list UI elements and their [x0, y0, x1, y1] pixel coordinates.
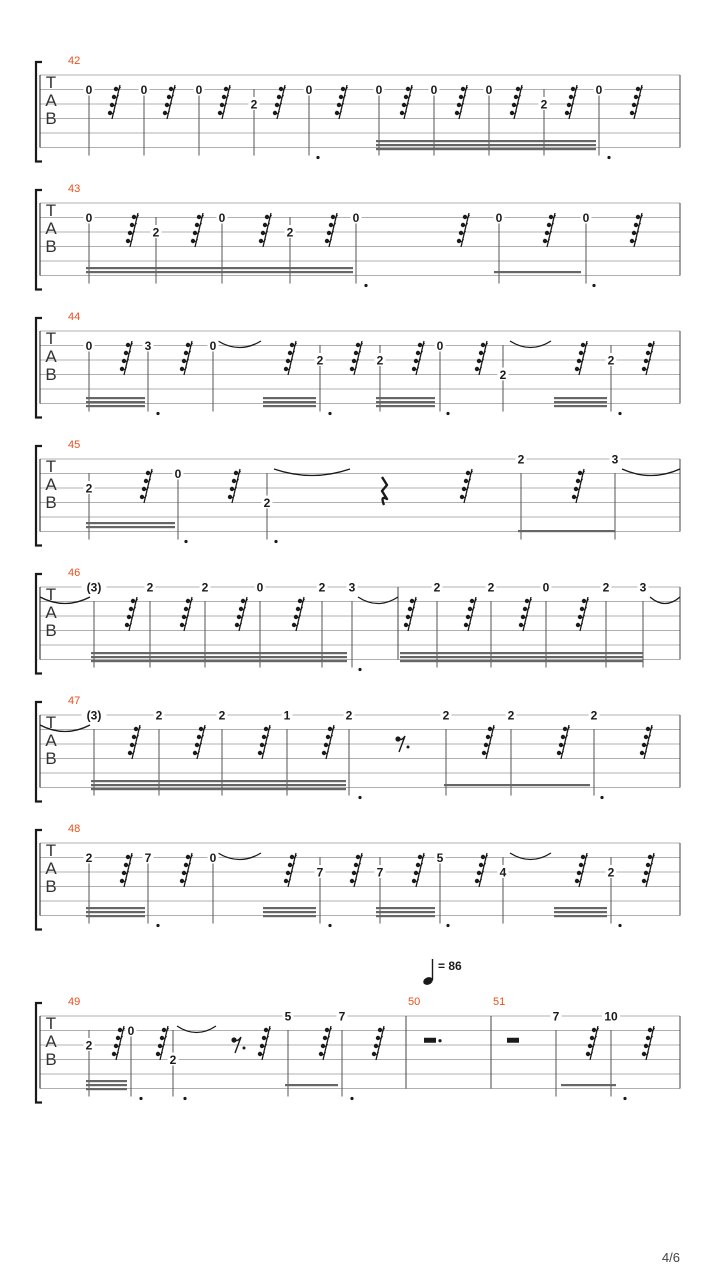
- fret-number: (3): [86, 708, 102, 723]
- fret-number: 2: [607, 353, 615, 368]
- rhythm-dot: [139, 1097, 142, 1100]
- sixty-fourth-rest-icon: [475, 853, 488, 887]
- fret-number: 2: [263, 496, 271, 510]
- system-bracket: [36, 446, 42, 546]
- rhythm-dot: [328, 924, 331, 927]
- beam: [86, 405, 145, 407]
- fret-number: 0: [209, 339, 217, 353]
- sixty-fourth-rest-icon: [630, 213, 643, 247]
- sixty-fourth-rest-icon: [519, 597, 532, 631]
- sixty-fourth-rest-icon: [128, 725, 141, 759]
- fret-number: 0: [430, 83, 438, 97]
- tie-arc: [218, 853, 261, 860]
- sixty-fourth-rest-icon: [464, 597, 477, 631]
- sixty-fourth-rest-icon: [482, 725, 495, 759]
- fret-number: 3: [611, 452, 619, 467]
- fret-number: 0: [85, 211, 93, 225]
- sixty-fourth-rest-icon: [322, 725, 335, 759]
- fret-number: 1: [283, 708, 291, 723]
- tab-system: [36, 55, 680, 162]
- fret-number: 2: [286, 225, 294, 240]
- tempo-value: = 86: [438, 959, 462, 973]
- beam: [285, 1084, 338, 1086]
- sixty-fourth-rest-icon: [228, 469, 241, 503]
- beam: [376, 915, 435, 917]
- beam: [263, 907, 316, 909]
- tab-clef-letter: B: [45, 877, 57, 896]
- fret-number: 7: [376, 865, 384, 880]
- sixty-fourth-rest-icon: [630, 85, 643, 119]
- sixty-fourth-rest-icon: [258, 725, 271, 759]
- fret-number: 2: [517, 452, 525, 467]
- fret-number: 2: [318, 580, 326, 595]
- beam: [263, 405, 316, 407]
- fret-number: 10: [604, 1009, 618, 1024]
- rhythm-dot: [156, 924, 159, 927]
- beam: [400, 660, 643, 662]
- measure-number: 43: [68, 183, 81, 195]
- tab-system: [36, 439, 680, 546]
- rhythm-dot: [328, 412, 331, 415]
- fret-number: (3): [86, 580, 102, 595]
- tab-clef: [45, 841, 57, 896]
- system-bracket: [36, 318, 42, 418]
- tab-clef: [45, 201, 57, 256]
- beam: [494, 271, 581, 273]
- beam: [86, 522, 175, 524]
- beam: [86, 271, 353, 273]
- tab-clef-letter: B: [45, 237, 57, 256]
- fret-number: 0: [542, 580, 550, 595]
- tab-clef-letter: B: [45, 493, 57, 512]
- beam: [263, 397, 316, 399]
- fret-number: 2: [152, 225, 160, 240]
- rhythm-dot: [358, 668, 361, 671]
- beam: [86, 1088, 127, 1090]
- sixty-fourth-rest-icon: [372, 1026, 385, 1060]
- beam: [86, 526, 175, 528]
- sixty-fourth-rest-icon: [457, 213, 470, 247]
- sixty-fourth-rest-icon: [640, 725, 653, 759]
- beam: [376, 401, 435, 403]
- fret-number: 2: [345, 708, 353, 723]
- beam: [86, 907, 145, 909]
- fret-number: 0: [195, 83, 203, 97]
- sixty-fourth-rest-icon: [258, 1026, 271, 1060]
- beam: [554, 397, 607, 399]
- fret-number: 2: [602, 580, 610, 595]
- fret-number: 2: [85, 851, 93, 865]
- sixty-fourth-rest-icon: [335, 85, 348, 119]
- beam: [263, 915, 316, 917]
- sixty-fourth-rest-icon: [510, 85, 523, 119]
- sixty-fourth-rest-icon: [350, 341, 363, 375]
- rhythm-dot: [618, 412, 621, 415]
- fret-number: 0: [436, 339, 444, 353]
- tab-clef: [45, 1014, 57, 1069]
- half-rest-icon: [507, 1038, 519, 1043]
- rhythm-dot: [183, 1097, 186, 1100]
- sixty-fourth-rest-icon: [455, 85, 468, 119]
- fret-number: 2: [607, 865, 615, 880]
- sixty-fourth-rest-icon: [557, 725, 570, 759]
- sixty-fourth-rest-icon: [642, 341, 655, 375]
- tab-clef-letter: B: [45, 365, 57, 384]
- fret-number: 2: [250, 97, 258, 112]
- sixty-fourth-rest-icon: [180, 597, 193, 631]
- beam: [518, 530, 615, 532]
- sixty-fourth-rest-icon: [404, 597, 417, 631]
- sixty-fourth-rest-icon: [575, 853, 588, 887]
- tie-arc: [510, 341, 551, 348]
- tab-clef-letter: A: [45, 731, 57, 750]
- tab-clef-letter: B: [45, 749, 57, 768]
- fret-number: 0: [305, 83, 313, 97]
- beam: [86, 911, 145, 913]
- tab-clef-letter: A: [45, 91, 57, 110]
- fret-number: 0: [595, 83, 603, 97]
- measure-number: 50: [408, 996, 421, 1008]
- measure-number: 42: [68, 55, 81, 67]
- sixty-fourth-rest-icon: [126, 213, 139, 247]
- sixty-fourth-rest-icon: [108, 85, 121, 119]
- measure-number: 46: [68, 567, 81, 579]
- beam: [86, 915, 145, 917]
- tie-arc: [622, 469, 680, 476]
- fret-number: 2: [507, 708, 515, 723]
- tab-clef: [45, 585, 57, 640]
- tab-clef: [45, 713, 57, 768]
- sixty-fourth-rest-icon: [235, 597, 248, 631]
- sixty-fourth-rest-icon: [180, 853, 193, 887]
- fret-number: 2: [433, 580, 441, 595]
- fret-number: 3: [639, 580, 647, 595]
- system-bracket: [36, 702, 42, 802]
- tab-clef-letter: A: [45, 219, 57, 238]
- fret-number: 0: [352, 211, 360, 225]
- tie-arc: [218, 341, 261, 348]
- tab-clef-letter: B: [45, 109, 57, 128]
- sixty-fourth-rest-icon: [642, 853, 655, 887]
- tab-clef: [45, 329, 57, 384]
- fret-number: 0: [85, 339, 93, 353]
- sixty-fourth-rest-icon: [543, 213, 556, 247]
- beam: [86, 1084, 127, 1086]
- tab-system: [36, 567, 680, 674]
- beam: [86, 397, 145, 399]
- beam: [554, 401, 607, 403]
- beam: [86, 267, 353, 269]
- beam: [400, 652, 643, 654]
- tab-clef-letter: A: [45, 603, 57, 622]
- measure-number: 45: [68, 439, 81, 451]
- sixty-fourth-rest-icon: [475, 341, 488, 375]
- fret-number: 2: [85, 481, 93, 496]
- sixty-fourth-rest-icon: [284, 853, 297, 887]
- fret-number: 7: [338, 1009, 346, 1024]
- fret-number: 0: [485, 83, 493, 97]
- fret-number: 2: [442, 708, 450, 723]
- tab-clef-letter: T: [45, 585, 57, 604]
- beam: [376, 397, 435, 399]
- quarter-note-icon: [422, 959, 434, 986]
- sixty-fourth-rest-icon: [259, 213, 272, 247]
- tab-system: [36, 823, 680, 930]
- rhythm-dot: [446, 924, 449, 927]
- tab-clef-letter: T: [45, 1014, 57, 1033]
- system-bracket: [36, 1003, 42, 1103]
- system-bracket: [36, 62, 42, 162]
- sixty-fourth-rest-icon: [125, 597, 138, 631]
- rhythm-dot: [156, 412, 159, 415]
- beam: [91, 656, 347, 658]
- sixty-fourth-rest-icon: [156, 1026, 169, 1060]
- tab-clef-letter: B: [45, 621, 57, 640]
- sixty-fourth-rest-icon: [120, 853, 133, 887]
- beam: [91, 652, 347, 654]
- fret-number: 5: [284, 1009, 292, 1024]
- sixty-fourth-rest-icon: [350, 853, 363, 887]
- sixty-fourth-rest-icon: [572, 469, 585, 503]
- fret-number: 3: [348, 580, 356, 595]
- fret-number: 0: [495, 211, 503, 225]
- fret-number: 2: [85, 1038, 93, 1053]
- tab-clef: [45, 73, 57, 128]
- sixty-fourth-rest-icon: [565, 85, 578, 119]
- fret-number: 2: [316, 353, 324, 368]
- sixty-fourth-rest-icon: [140, 469, 153, 503]
- tab-clef-letter: T: [45, 713, 57, 732]
- fret-number: 4: [499, 865, 507, 880]
- fret-number: 5: [436, 851, 444, 865]
- fret-number: 2: [499, 368, 507, 382]
- beam: [444, 784, 590, 786]
- fret-number: 0: [140, 83, 148, 97]
- fret-number: 2: [146, 580, 154, 595]
- tab-system: [36, 183, 680, 290]
- sixty-fourth-rest-icon: [412, 853, 425, 887]
- sixty-fourth-rest-icon: [112, 1026, 125, 1060]
- sixty-fourth-rest-icon: [576, 597, 589, 631]
- beam: [376, 140, 596, 142]
- beam: [400, 656, 643, 658]
- tab-system: [36, 311, 680, 418]
- measure-number: 48: [68, 823, 81, 835]
- page-number: 4/6: [661, 1250, 680, 1265]
- beam: [86, 401, 145, 403]
- tab-system: [36, 695, 680, 802]
- tie-arc: [650, 597, 680, 604]
- tie-arc: [358, 597, 398, 604]
- rhythm-dot: [592, 284, 595, 287]
- tie-arc: [274, 469, 350, 476]
- fret-number: 2: [376, 353, 384, 368]
- fret-number: 0: [256, 580, 264, 595]
- sixty-fourth-rest-icon: [191, 213, 204, 247]
- tab-clef-letter: A: [45, 475, 57, 494]
- fret-number: 0: [582, 211, 590, 225]
- fret-number: 0: [85, 83, 93, 97]
- rhythm-dot: [316, 156, 319, 159]
- beam: [91, 788, 346, 790]
- tab-system: [36, 996, 680, 1103]
- fret-number: 3: [144, 339, 152, 353]
- sixty-fourth-rest-icon: [284, 341, 297, 375]
- tab-clef-letter: T: [45, 329, 57, 348]
- rhythm-dot: [618, 924, 621, 927]
- sixty-fourth-rest-icon: [460, 469, 473, 503]
- measure-number: 49: [68, 996, 81, 1008]
- measure-number: 44: [68, 311, 81, 323]
- fret-number: 2: [201, 580, 209, 595]
- tab-clef-letter: A: [45, 859, 57, 878]
- rhythm-dot: [358, 796, 361, 799]
- sixty-fourth-rest-icon: [273, 85, 286, 119]
- sixty-fourth-rest-icon: [218, 85, 231, 119]
- dotted-half-rest-icon: [424, 1038, 442, 1043]
- sixty-fourth-rest-icon: [180, 341, 193, 375]
- sixty-fourth-rest-icon: [319, 1026, 332, 1060]
- rhythm-dot: [184, 540, 187, 543]
- tab-clef-letter: B: [45, 1050, 57, 1069]
- sixty-fourth-rest-icon: [400, 85, 413, 119]
- rhythm-dot: [350, 1097, 353, 1100]
- tab-clef-letter: T: [45, 841, 57, 860]
- beam: [263, 401, 316, 403]
- fret-number: 2: [590, 708, 598, 723]
- quarter-rest-icon: [382, 477, 387, 505]
- fret-number: 7: [552, 1009, 560, 1024]
- sixty-fourth-rest-icon: [642, 1026, 655, 1060]
- tie-arc: [510, 853, 551, 860]
- fret-number: 2: [487, 580, 495, 595]
- beam: [91, 660, 347, 662]
- tab-clef-letter: T: [45, 73, 57, 92]
- beam: [376, 148, 596, 150]
- fret-number: 2: [155, 708, 163, 723]
- tab-clef-letter: A: [45, 347, 57, 366]
- beam: [554, 911, 607, 913]
- rhythm-dot: [274, 540, 277, 543]
- beam: [91, 784, 346, 786]
- beam: [554, 915, 607, 917]
- fret-number: 2: [540, 97, 548, 112]
- tab-clef-letter: T: [45, 201, 57, 220]
- fret-number: 2: [169, 1053, 177, 1067]
- sixty-fourth-rest-icon: [412, 341, 425, 375]
- sixty-fourth-rest-icon: [163, 85, 176, 119]
- beam: [376, 907, 435, 909]
- sixty-fourth-rest-icon: [575, 341, 588, 375]
- rhythm-dot: [364, 284, 367, 287]
- beam: [554, 405, 607, 407]
- rhythm-dot: [607, 156, 610, 159]
- fret-number: 0: [218, 211, 226, 225]
- fret-number: 2: [218, 708, 226, 723]
- beam: [554, 907, 607, 909]
- tab-clef-letter: A: [45, 1032, 57, 1051]
- rhythm-dot: [600, 796, 603, 799]
- beam: [91, 780, 346, 782]
- system-bracket: [36, 190, 42, 290]
- fret-number: 7: [144, 851, 152, 865]
- fret-number: 0: [127, 1024, 135, 1038]
- rhythm-dot: [623, 1097, 626, 1100]
- rhythm-dot: [446, 412, 449, 415]
- sixty-fourth-rest-icon: [586, 1026, 599, 1060]
- tempo-marking: [422, 959, 462, 986]
- beam: [376, 405, 435, 407]
- beam: [376, 911, 435, 913]
- fret-number: 0: [375, 83, 383, 97]
- beam: [263, 911, 316, 913]
- sixty-fourth-rest-icon: [325, 213, 338, 247]
- tab-clef: [45, 457, 57, 512]
- sixty-fourth-rest-icon: [120, 341, 133, 375]
- fret-number: 0: [209, 851, 217, 865]
- tie-arc: [177, 1026, 216, 1033]
- fret-number: 7: [316, 865, 324, 880]
- measure-number: 47: [68, 695, 81, 707]
- sixty-fourth-rest-icon: [193, 725, 206, 759]
- tab-clef-letter: T: [45, 457, 57, 476]
- beam: [561, 1084, 616, 1086]
- beam: [376, 144, 596, 146]
- fret-number: 0: [174, 467, 182, 481]
- measure-number: 51: [493, 996, 506, 1008]
- beam: [86, 1080, 127, 1082]
- system-bracket: [36, 830, 42, 930]
- system-bracket: [36, 574, 42, 674]
- sixty-fourth-rest-icon: [292, 597, 305, 631]
